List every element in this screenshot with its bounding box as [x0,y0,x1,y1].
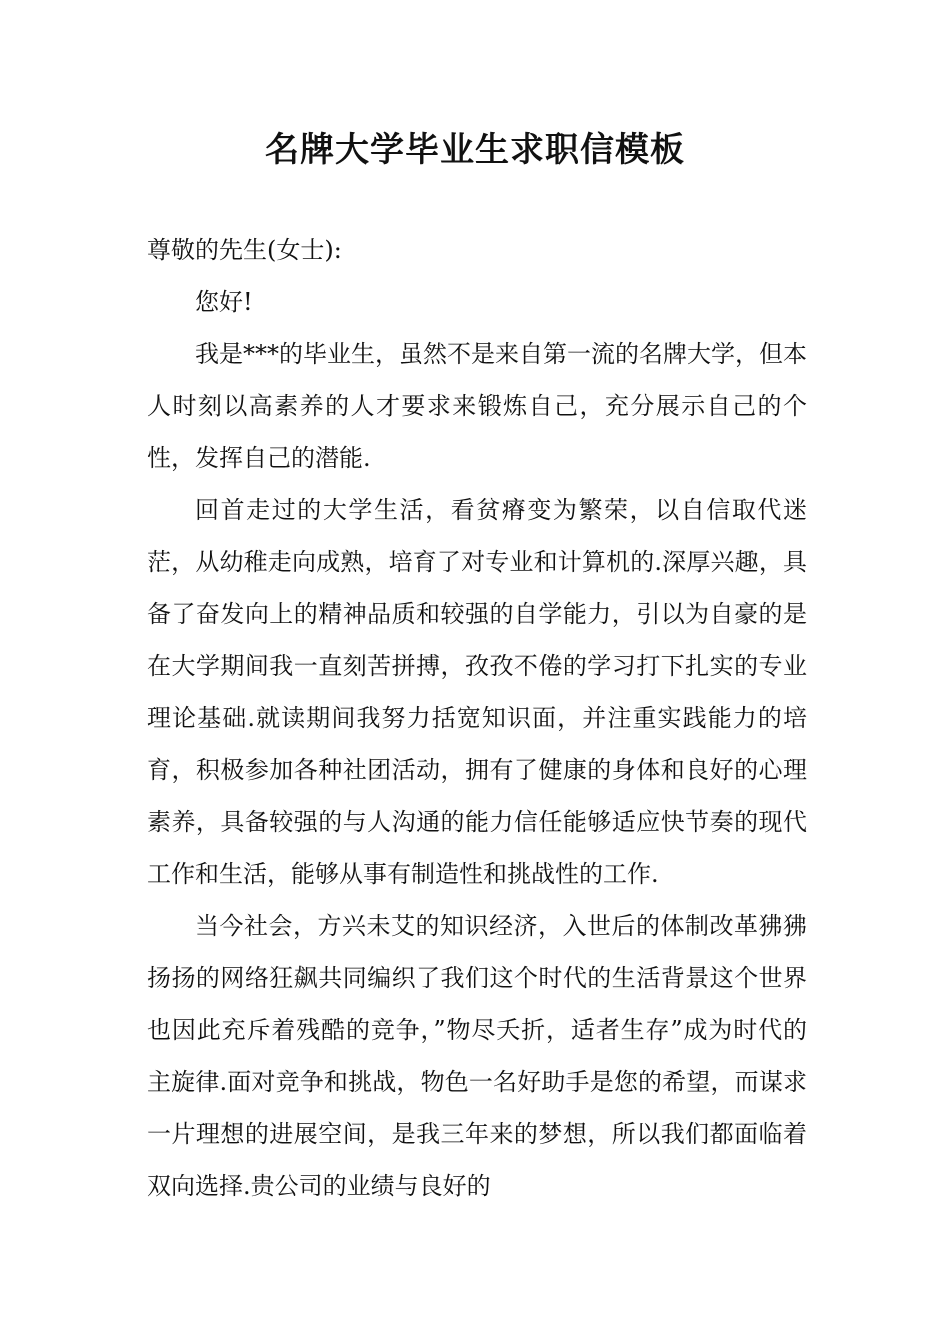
paragraph-intro: 我是***的毕业生，虽然不是来自第一流的名牌大学，但本人时刻以高素养的人才要求来锻炼自己，充分展示自己的个性，发挥自己的潜能. [147,340,807,472]
document-title: 名牌大学毕业生求职信模板 [265,130,685,170]
letter-body [147,224,807,1212]
salutation: 尊敬的先生(女士): [147,236,342,264]
paragraph-university-life: 回首走过的大学生活，看贫瘠变为繁荣，以自信取代迷茫，从幼稚走向成熟，培育了对专业和计算机的.深厚兴趣，具备了奋发向上的精神品质和较强的自学能力，引以为自豪的是在大学期间我一直刻苦拼搏，孜孜不倦的学习打下扎实的专业理论基础.就读期间我努力括宽知识面，并注重实践能力的培育，积极参加各种社团活动，拥有了健康的身体和良好的心理素养，具备较强的与人沟通的能力信任能够适应快节奏的现代工作和生活，能够从事有制造性和挑战性的工作. [147,496,807,888]
paragraph-society: 当今社会，方兴未艾的知识经济，入世后的体制改革狒狒扬扬的网络狂飙共同编织了我们这个时代的生活背景这个世界也因此充斥着残酷的竞争，”物尽夭折，适者生存”成为时代的主旋律.面对竞争和挑战，物色一名好助手是您的希望，而谋求一片理想的进展空间，是我三年来的梦想，所以我们都面临着双向选择.贵公司的业绩与良好的 [147,912,807,1200]
paragraph-greeting: 您好! [195,288,253,316]
